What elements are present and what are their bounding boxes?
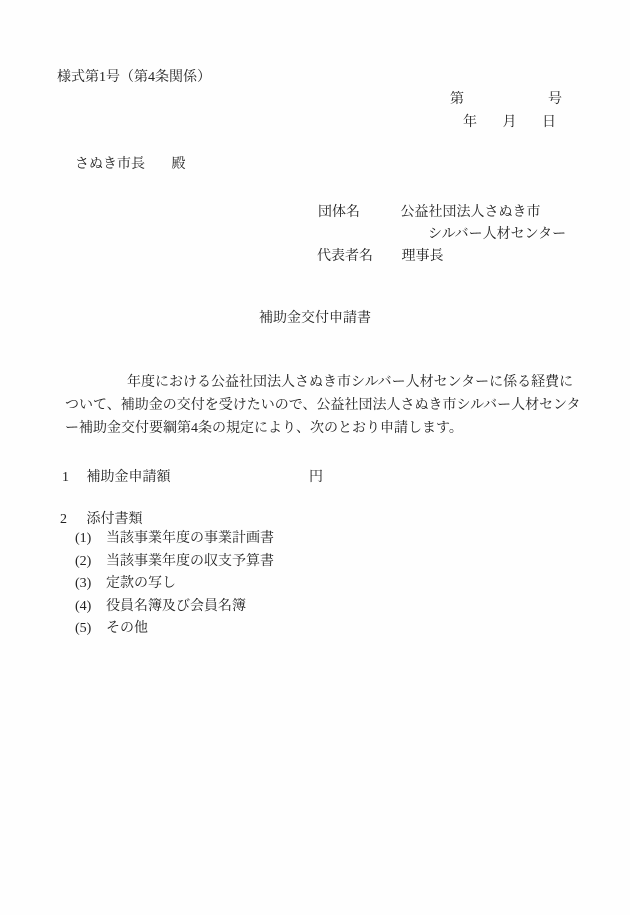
attachment-number: (3) [75, 576, 92, 591]
recipient-line [75, 153, 186, 173]
attachment-text: 当該事業年度の事業計画書 [106, 531, 274, 546]
item1-number: 1 [62, 470, 69, 485]
document-number-line [450, 88, 562, 108]
attachment-item [75, 573, 274, 596]
form-number-label: 様式第1号（第4条関係） [57, 70, 211, 85]
date-day-label: 日 [542, 115, 556, 130]
document-title: 補助金交付申請書 [259, 311, 371, 326]
date-line [463, 111, 556, 131]
sender-org-line [318, 201, 541, 221]
attachment-text: その他 [106, 621, 148, 636]
body-line: ー補助金交付要綱第4条の規定により、次のとおり申請します。 [65, 420, 463, 436]
rep-name-value: 理事長 [401, 249, 444, 264]
doc-number-prefix: 第 [450, 92, 464, 107]
item2-label: 添付書類 [86, 512, 143, 527]
item1-unit-yen: 円 [309, 470, 323, 485]
attachment-text: 役員名簿及び会員名簿 [106, 598, 246, 614]
sender-rep-line [317, 245, 444, 265]
attachment-item [75, 551, 274, 574]
attachment-text: 定款の写し [106, 576, 176, 591]
recipient-honorific: 殿 [171, 157, 186, 172]
recipient-name: さぬき市長 [75, 157, 145, 172]
attachment-item [75, 596, 274, 619]
org-name-value-line2: シルバー人材センター [428, 227, 567, 242]
item-grant-amount [62, 466, 323, 486]
body-line: 年度における公益社団法人さぬき市シルバー人材センターに係る経費に [127, 375, 574, 390]
body-line: ついて、補助金の交付を受けたいので、公益社団法人さぬき市シルバー人材センタ [65, 397, 581, 413]
item1-label: 補助金申請額 [86, 470, 171, 485]
date-month-label: 月 [502, 115, 517, 130]
body-paragraph [65, 372, 585, 440]
attachment-number: (2) [75, 553, 92, 569]
org-name-label: 団体名 [318, 205, 360, 220]
attachment-number: (5) [75, 621, 92, 636]
rep-name-label: 代表者名 [317, 249, 373, 264]
attachment-item [75, 528, 274, 551]
attachment-list [75, 528, 274, 641]
attachment-number: (4) [75, 598, 92, 614]
attachment-item [75, 618, 274, 641]
date-year-label: 年 [463, 115, 477, 130]
doc-number-suffix: 号 [548, 92, 562, 107]
attachment-number: (1) [75, 531, 92, 546]
org-name-value-line1: 公益社団法人さぬき市 [400, 205, 541, 220]
item-attached-documents [60, 508, 143, 528]
attachment-text: 当該事業年度の収支予算書 [106, 553, 274, 569]
item2-number: 2 [60, 512, 67, 527]
